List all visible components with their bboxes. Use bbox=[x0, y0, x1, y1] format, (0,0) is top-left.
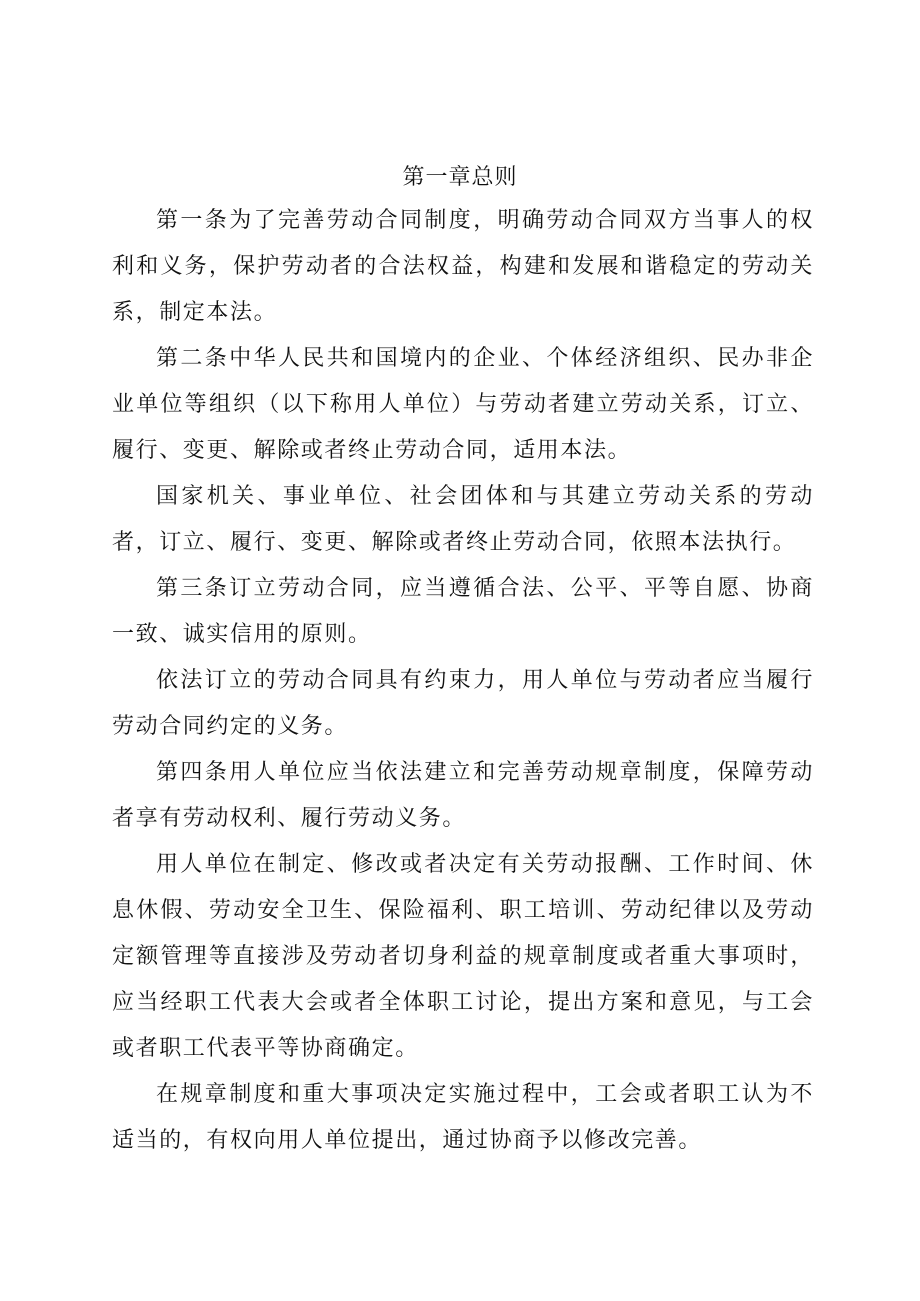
paragraph-article-4: 第四条用人单位应当依法建立和完善劳动规章制度，保障劳动者享有劳动权利、履行劳动义务。 bbox=[112, 760, 814, 831]
paragraph-article-1: 第一条为了完善劳动合同制度，明确劳动合同双方当事人的权利和义务，保护劳动者的合法权益，构建和发展和谐稳定的劳动关系，制定本法。 bbox=[112, 208, 814, 325]
paragraph-article-3: 第三条订立劳动合同，应当遵循合法、公平、平等自愿、协商一致、诚实信用的原则。 bbox=[112, 576, 814, 647]
paragraph-article-2-clause-2: 国家机关、事业单位、社会团体和与其建立劳动关系的劳动者，订立、履行、变更、解除或者终止劳动合同，依照本法执行。 bbox=[112, 484, 814, 555]
paragraph-article-4-clause-2: 用人单位在制定、修改或者决定有关劳动报酬、工作时间、休息休假、劳动安全卫生、保险福利、职工培训、劳动纪律以及劳动定额管理等直接涉及劳动者切身利益的规章制度或者重大事项时，应当经职工代表大会或者全体职工讨论，提出方案和意见，与工会或者职工代表平等协商确定。 bbox=[112, 852, 814, 1061]
document-body bbox=[112, 198, 814, 1164]
chapter-title: 第一章总则 bbox=[402, 165, 518, 190]
paragraph-article-3-clause-2: 依法订立的劳动合同具有约束力，用人单位与劳动者应当履行劳动合同约定的义务。 bbox=[112, 668, 814, 739]
paragraph-article-4-clause-3: 在规章制度和重大事项决定实施过程中，工会或者职工认为不适当的，有权向用人单位提出，通过协商予以修改完善。 bbox=[112, 1082, 814, 1153]
paragraph-article-2: 第二条中华人民共和国境内的企业、个体经济组织、民办非企业单位等组织（以下称用人单位）与劳动者建立劳动关系，订立、履行、变更、解除或者终止劳动合同，适用本法。 bbox=[112, 346, 814, 463]
